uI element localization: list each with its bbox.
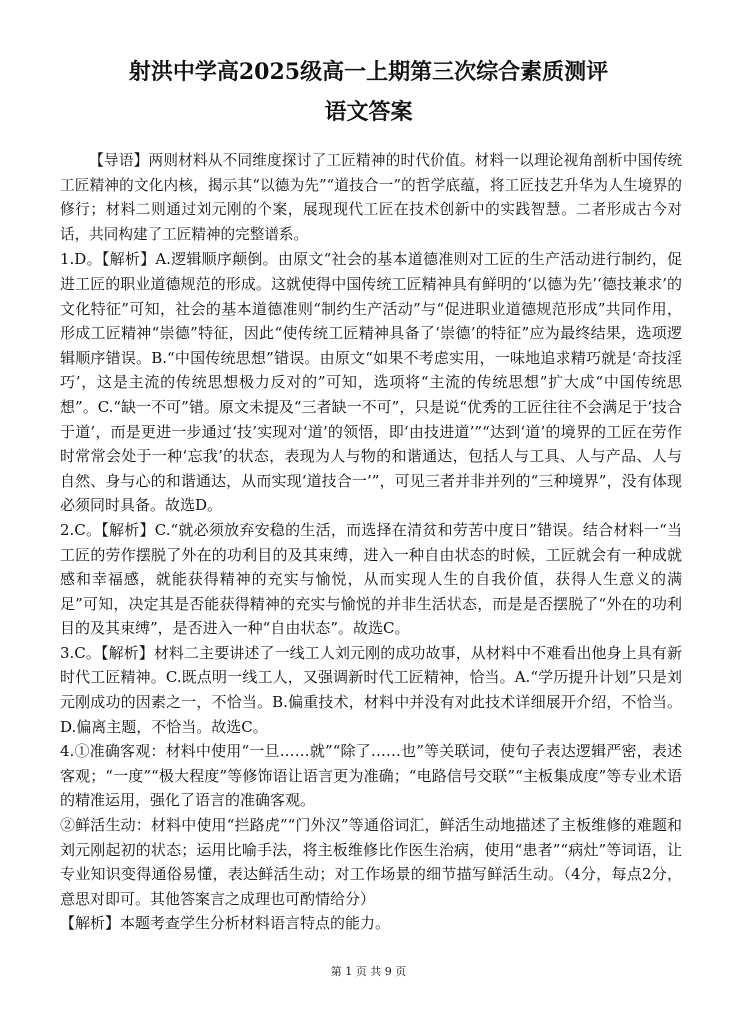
answer-4-point-1: 4.①准确客观：材料中使用“一旦……就”“除了……也”等关联词，使句子表达逻辑严密，表述客观；“一度”“极大程度”等修饰语让语言更为准确；“电路信号交联”“主板集成度”等专业术语的精准运用，强化了语言的准确客观。 (60, 742, 682, 810)
answer-3: 3.C。【解析】材料二主要讲述了一线工人刘元刚的成功故事，从材料中不难看出他身上具有新时代工匠精神。C.既点明一线工人，又强调新时代工匠精神，恰当。A.“学历提升计划”只是刘元刚成功的因素之一，不恰当。B.偏重技术，材料中并没有对此技术详细展开介绍，不恰当。D.偏离主题，不恰当。故选C。 (60, 643, 682, 736)
document-title: 射洪中学高2025级高一上期第三次综合素质测评 (128, 59, 609, 85)
answer-body (60, 149, 682, 936)
answer-2: 2.C。【解析】C.“就必须放弃安稳的生活，而选择在清贫和劳苦中度日”错误。结合材料一“当工匠的劳作摆脱了外在的功利目的及其束缚，进入一种自由状态的时候，工匠就会有一种成就感和幸福感，就能获得精神的充实与愉悦，从而实现人生的自我价值，获得人生意义的满足”可知，决定其是否能获得精神的充实与愉悦的并非生活状态，而是是否摆脱了“外在的功利目的及其束缚”，是否进入一种“自由状态”。故选C。 (60, 520, 682, 638)
guide-paragraph: 【导语】两则材料从不同维度探讨了工匠精神的时代价值。材料一以理论视角剖析中国传统工匠精神的文化内核，揭示其“以德为先”“道技合一”的哲学底蕴，将工匠技艺升华为人生境界的修行；材料二则通过刘元刚的个案，展现现代工匠在技术创新中的实践智慧。二者形成古今对话，共同构建了工匠精神的完整谱系。 (60, 152, 682, 243)
answer-4-point-2: ②鲜活生动：材料中使用“拦路虎”“门外汉”等通俗词汇，鲜活生动地描述了主板维修的难题和刘元刚起初的状态；运用比喻手法，将主板维修比作医生治病，使用“患者”“病灶”等词语，让专业知识变得通俗易懂，表达鲜活生动；对工作场景的细节描写鲜活生动。（4分，每点2分，意思对即可。其他答案言之成理也可酌情给分） (60, 816, 682, 908)
page-number: 第 1 页 共 9 页 (330, 965, 407, 978)
document-subtitle: 语文答案 (324, 99, 413, 125)
answer-4-analysis: 【解析】本题考查学生分析材料语言特点的能力。 (60, 914, 391, 933)
answer-1: 1.D。【解析】A.逻辑顺序颠倒。由原文“社会的基本道德准则对工匠的生产活动进行制约，促进工匠的职业道德规范的形成。这就使得中国传统工匠精神具有鲜明的‘以德为先’‘德技兼求’的文化特征”可知，社会的基本道德准则“制约生产活动”与“促进职业道德规范形成”共同作用，形成工匠精神“崇德”特征，因此“使传统工匠精神具备了‘崇德’的特征”应为最终结果，选项逻辑顺序错误。B.“中国传统思想”错误。由原文“如果不考虑实用，一味地追求精巧就是‘奇技淫巧’，这是主流的传统思想极力反对的”可知，选项将“主流的传统思想”扩大成“中国传统思想”。C.“缺一不可”错。原文未提及“三者缺一不可”，只是说“优秀的工匠往往不会满足于‘技合于道’，而是更进一步通过‘技’实现对‘道’的领悟，即‘由技进道’”“达到‘道’的境界的工匠在劳作时常常会处于一种‘忘我’的状态，表现为人与物的和谐通达，包括人与工具、人与产品、人与自然、身与心的和谐通达，从而实现‘道技合一’”，可见三者并非并列的“三种境界”，没有体现必须同时具备。故选D。 (60, 250, 682, 515)
